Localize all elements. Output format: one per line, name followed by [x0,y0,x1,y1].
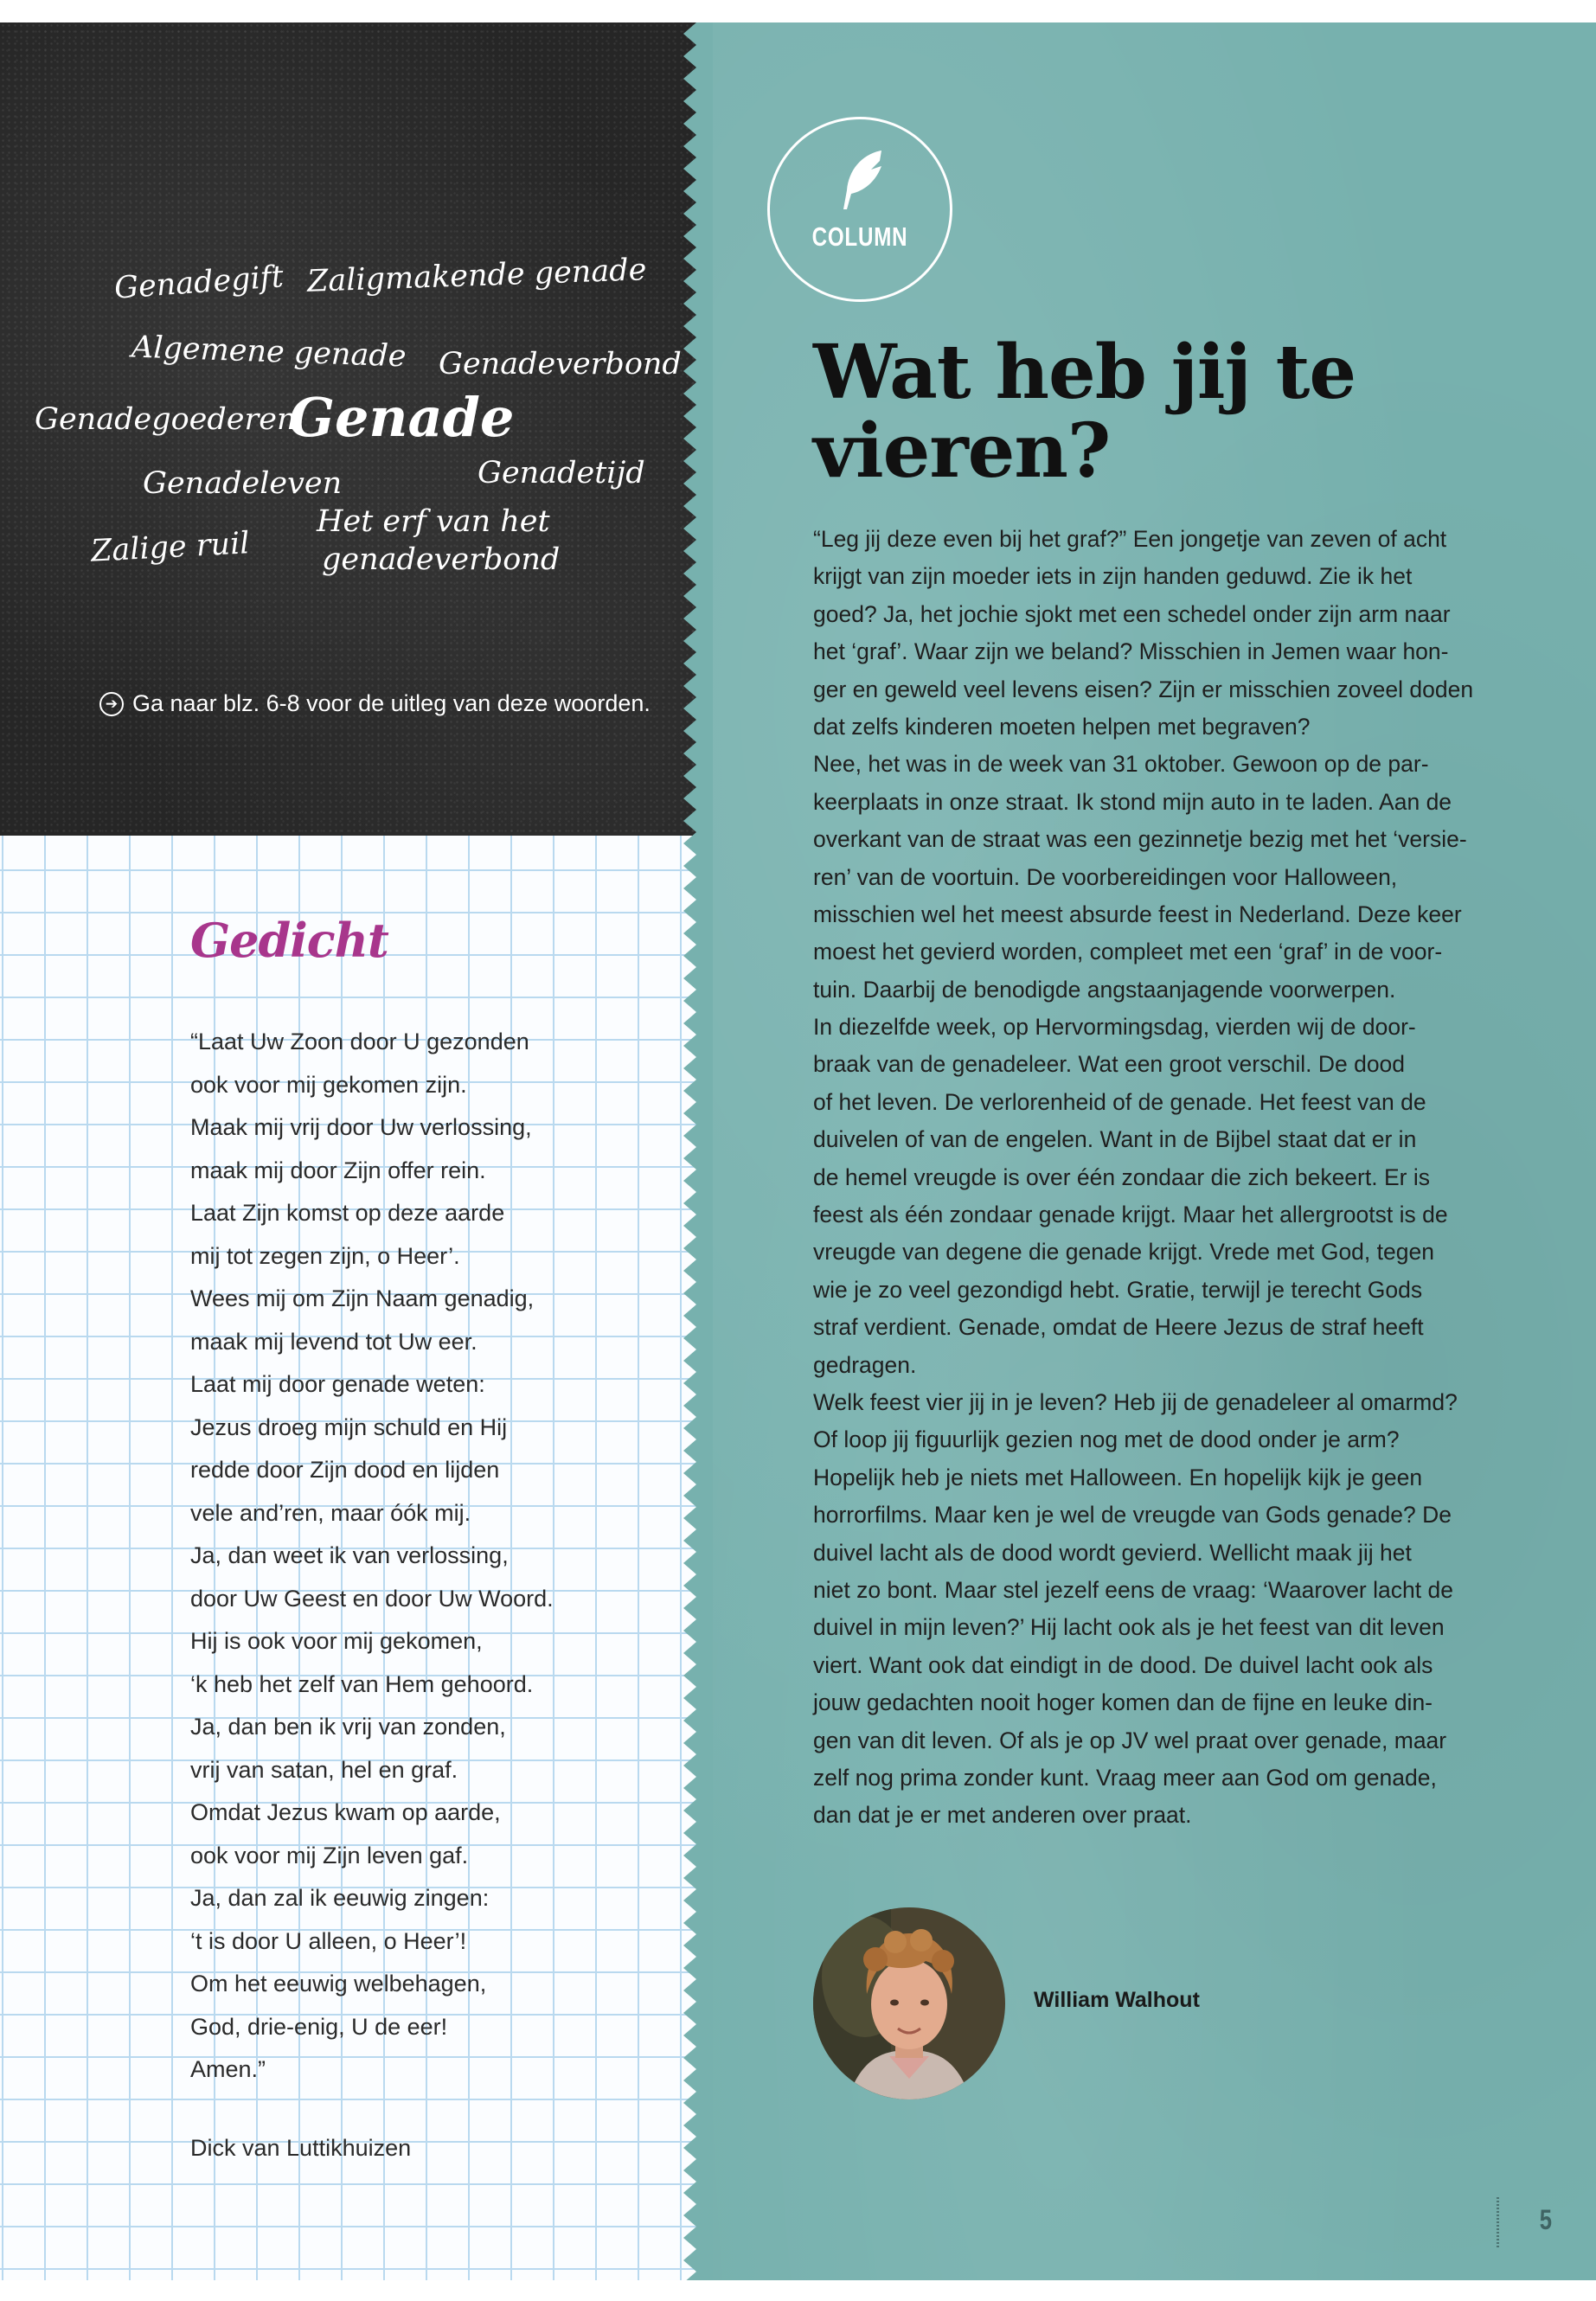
body-line: straf verdient. Genade, omdat de Heere Jezus de straf heeft [813,1314,1424,1341]
poem-line: Amen.” [190,2056,266,2082]
body-line: krijgt van zijn moeder iets in zijn handen geduwd. Zie ik het [813,563,1413,590]
body-line: moest het gevierd worden, compleet met een ‘graf’ in de voor- [813,939,1443,965]
poem-text [190,1021,675,2092]
zigzag-edge [683,22,713,2280]
body-line: Nee, het was in de week van 31 oktober. Gewoon op de par- [813,751,1429,778]
chalk-word: Algemene genade [131,330,407,375]
chalk-word: Zaligmakende genade [306,253,647,299]
poem-line: Ja, dan weet ik van verlossing, [190,1542,509,1568]
body-line: gen van dit leven. Of als je op JV wel praat over genade, maar [813,1727,1447,1753]
chalk-word: Genadegift [112,260,285,306]
column-badge [767,117,952,302]
column-badge-label: COLUMN [811,221,908,252]
body-line: ren’ van de voortuin. De voorbereidingen voor Halloween, [813,863,1398,890]
body-line: misschien wel het meest absurde feest in Nederland. Deze keer [813,901,1462,927]
arrow-right-circle-icon: ➔ [99,692,124,716]
body-line: “Leg jij deze even bij het graf?” Een jongetje van zeven of acht [813,526,1447,552]
body-line: In diezelfde week, op Hervormingsdag, vierden wij de door- [813,1014,1416,1041]
poem-line: vrij van satan, hel en graf. [190,1756,458,1783]
body-line: zelf nog prima zonder kunt. Vraag meer aan God om genade, [813,1764,1437,1791]
poem-line: ook voor mij gekomen zijn. [190,1071,467,1098]
poem-title: Gedicht [190,913,388,968]
page-number: 5 [1539,2204,1553,2235]
chalk-word: Genadetijd [478,456,645,490]
body-line: duivel in mijn leven?’ Hij lacht ook als je het feest van dit leven [813,1614,1445,1641]
poem-line: God, drie-enig, U de eer! [190,2013,448,2040]
poem-line: redde door Zijn dood en lijden [190,1457,500,1483]
poem-line: Om het eeuwig welbehagen, [190,1971,487,1997]
body-line: tuin. Daarbij de benodigde angstaanjagende voorwerpen. [813,976,1396,1003]
poem-line: Jezus droeg mijn schuld en Hij [190,1413,508,1440]
body-line: viert. Want ook dat eindigt in de dood. De duivel lacht ook als [813,1651,1433,1678]
poem-line: vele and’ren, maar óók mij. [190,1499,471,1526]
chalk-word: genadeverbond [322,542,561,577]
body-line: Welk feest vier jij in je leven? Heb jij de genadeleer al omarmd? [813,1388,1458,1415]
body-line: dan dat je er met anderen over praat. [813,1802,1192,1829]
column-title: Wat heb jij te vieren? [813,329,1356,495]
body-line: duivel lacht als de dood wordt gevierd. Wellicht maak jij het [813,1539,1412,1566]
poem-line: Hij is ook voor mij gekomen, [190,1628,483,1654]
poem-line: Laat mij door genade weten: [190,1371,485,1397]
poem-line: maak mij levend tot Uw eer. [190,1328,478,1355]
poem-line: Omdat Jezus kwam op aarde, [190,1799,501,1825]
column-author: William Walhout [1034,1988,1200,2012]
chalk-word: Genadeleven [143,466,343,501]
body-line: vreugde van degene die genade krijgt. Vrede met God, tegen [813,1239,1434,1266]
poem-line: ‘t is door U alleen, o Heer’! [190,1927,467,1954]
feather-icon [836,147,888,213]
chalkboard-panel [0,22,718,836]
body-line: duivelen of van de engelen. Want in de Bijbel staat dat er in [813,1126,1417,1153]
poem-line: Wees mij om Zijn Naam genadig, [190,1285,535,1311]
body-line: overkant van de straat was een gezinnetje bezig met het ‘versie- [813,826,1467,853]
page-number-rule [1497,2197,1499,2247]
poem-line: maak mij door Zijn offer rein. [190,1157,486,1183]
poem-line: mij tot zegen zijn, o Heer’. [190,1242,460,1269]
body-line: horrorfilms. Maar ken je wel de vreugde van Gods genade? De [813,1502,1452,1529]
chalk-word: Het erf van het [317,504,550,539]
poem-line: “Laat Uw Zoon door U gezonden [190,1029,529,1054]
poem-line: Ja, dan zal ik eeuwig zingen: [190,1885,490,1911]
body-line: gedragen. [813,1351,917,1378]
body-line: braak van de genadeleer. Wat een groot verschil. De dood [813,1051,1406,1078]
body-line: het ‘graf’. Waar zijn we beland? Misschien in Jemen waar hon- [813,638,1449,665]
poem-line: Ja, dan ben ik vrij van zonden, [190,1714,506,1740]
author-portrait-image [813,1907,1005,2099]
body-line: feest als één zondaar genade krijgt. Maar het allergrootst is de [813,1202,1448,1228]
column-body [813,521,1479,1835]
author-photo [813,1907,1005,2099]
body-line: jouw gedachten nooit hoger komen dan de fijne en leuke din- [813,1689,1433,1716]
poem-line: door Uw Geest en door Uw Woord. [190,1585,554,1612]
body-line: ger en geweld veel levens eisen? Zijn er misschien zoveel doden [813,676,1474,702]
chalk-word: Genadeverbond [439,347,682,381]
body-line: Hopelijk heb je niets met Halloween. En hopelijk kijk je geen [813,1464,1423,1490]
poem-author: Dick van Luttikhuizen [190,2135,412,2161]
poem-line: ‘k heb het zelf van Hem gehoord. [190,1670,534,1697]
body-line: niet zo bont. Maar stel jezelf eens de vraag: ‘Waarover lacht de [813,1576,1453,1603]
poem-line: ook voor mij Zijn leven gaf. [190,1842,469,1868]
chalk-word: Genadegoederen [35,402,297,437]
body-line: of het leven. De verlorenheid of de genade. Het feest van de [813,1088,1426,1115]
poem-line: Maak mij vrij door Uw verlossing, [190,1114,532,1140]
chalk-word: Zalige ruil [90,526,251,569]
body-line: goed? Ja, het jochie sjokt met een schedel onder zijn arm naar [813,600,1451,627]
body-line: dat zelfs kinderen moeten helpen met begraven? [813,713,1311,740]
body-line: Of loop jij figuurlijk gezien nog met de dood onder je arm? [813,1426,1400,1453]
body-line: de hemel vreugde is over één zondaar die zich bekeert. Er is [813,1163,1430,1190]
poem-line: Laat Zijn komst op deze aarde [190,1200,505,1226]
chalkboard-reference [99,690,651,717]
body-line: keerplaats in onze straat. Ik stond mijn auto in te laden. Aan de [813,788,1452,815]
zigzag-path [683,22,713,2280]
reference-text: Ga naar blz. 6-8 voor de uitleg van deze woorden. [132,690,651,716]
body-line: wie je zo veel gezondigd hebt. Gratie, terwijl je terecht Gods [813,1276,1423,1303]
chalk-word-main: Genade [289,386,515,449]
